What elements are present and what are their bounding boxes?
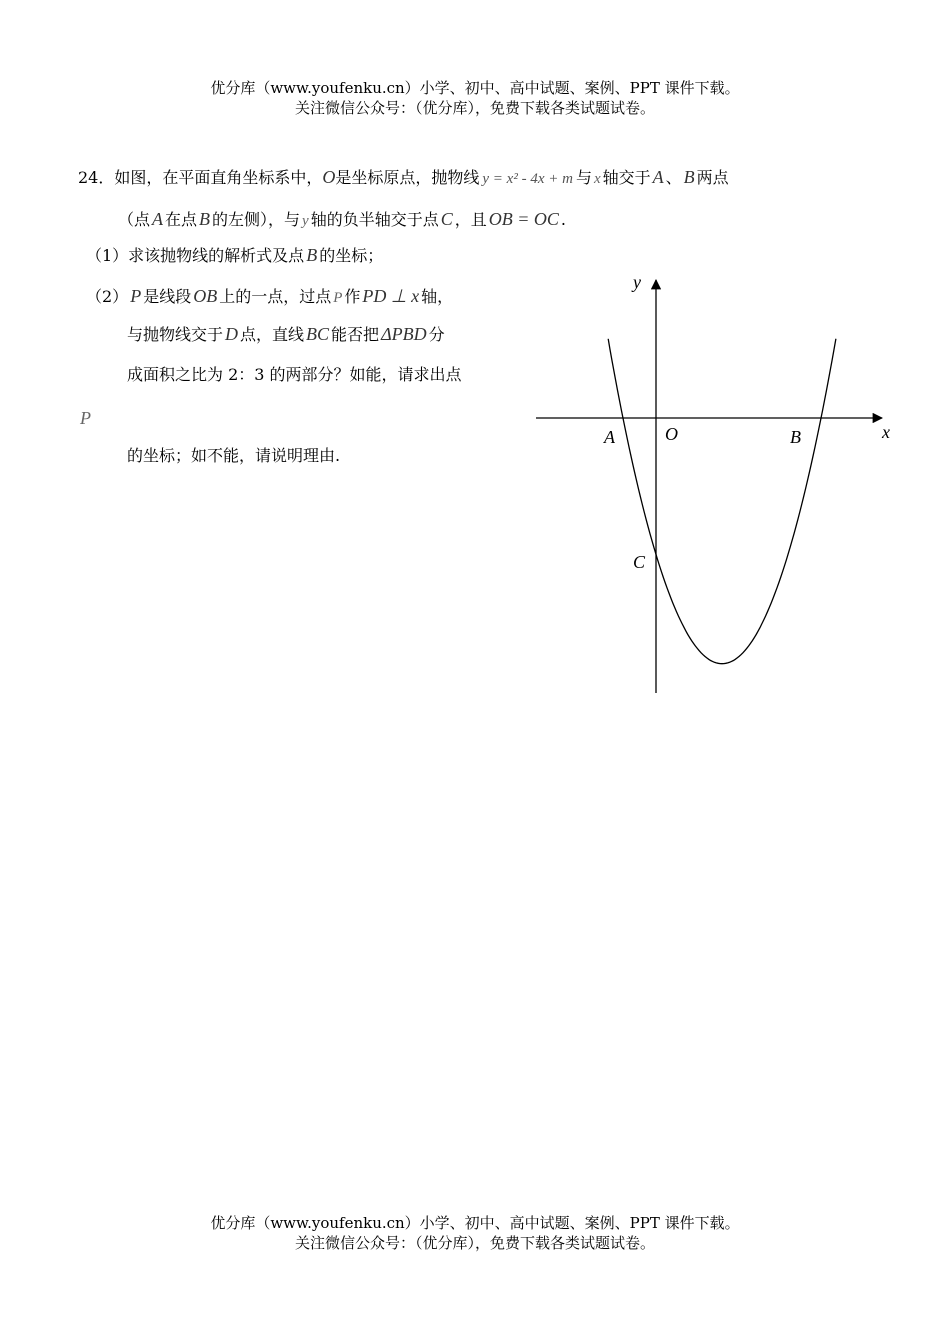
math-D: D <box>225 324 239 344</box>
math-P: P <box>130 286 142 306</box>
text: 轴的负半轴交于点 <box>310 210 439 229</box>
text: （2） <box>86 287 129 306</box>
text: 点，直线 <box>240 325 305 344</box>
text: 分 <box>428 325 445 344</box>
text: （1）求该抛物线的解析式及点 <box>86 246 305 265</box>
text: 是坐标原点，抛物线 <box>335 168 480 187</box>
label-O: O <box>665 424 678 444</box>
text: 的左侧），与 <box>212 210 301 229</box>
equation-OB-OC: OB = OC <box>488 209 559 229</box>
problem-line-1 <box>78 165 729 191</box>
text: 与抛物线交于 <box>127 325 224 344</box>
parabola-equation: y = x² - 4x + m <box>482 171 573 187</box>
label-C: C <box>633 552 646 572</box>
part-2-line-5: 的坐标；如不能，请说明理由. <box>127 446 341 465</box>
text: 是线段 <box>143 287 192 306</box>
header-line-2: 关注微信公众号：（优分库），免费下载各类试题试卷。 <box>294 99 655 117</box>
footer-line-2: 关注微信公众号：（优分库），免费下载各类试题试卷。 <box>294 1234 655 1252</box>
math-x: x <box>593 171 601 187</box>
math-y: y <box>302 213 309 229</box>
math-P: P <box>80 408 91 428</box>
page-footer <box>0 1213 950 1253</box>
text: 能否把 <box>331 325 380 344</box>
text: 作 <box>344 287 361 306</box>
math-OB: OB <box>193 286 218 306</box>
math-triangle-PBD: ΔPBD <box>381 324 427 344</box>
math-C: C <box>440 209 453 229</box>
text: ，且 <box>454 210 487 229</box>
page-header <box>0 78 950 118</box>
math-O: O <box>322 167 336 187</box>
part-1 <box>86 243 383 268</box>
text: 、 <box>665 168 682 187</box>
math-P: P <box>333 290 343 306</box>
text: 与 <box>575 168 592 187</box>
math-A: A <box>652 167 664 187</box>
parabola-curve <box>608 339 836 664</box>
math-B: B <box>683 167 695 187</box>
text: 上的一点，过点 <box>219 287 332 306</box>
header-line-1: 优分库（www.youfenku.cn）小学、初中、高中试题、案例、PPT 课件下载。 <box>210 79 740 97</box>
text: 24．如图，在平面直角坐标系中， <box>78 168 323 187</box>
math-PD-perp-x: PD ⊥ x <box>362 286 420 306</box>
footer-line-1: 优分库（www.youfenku.cn）小学、初中、高中试题、案例、PPT 课件下载。 <box>210 1214 740 1232</box>
label-y: y <box>633 272 641 292</box>
text: . <box>560 210 567 229</box>
math-B: B <box>306 245 318 265</box>
part-2-line-3: 成面积之比为 2：3 的两部分？如能，请求出点 <box>127 365 462 384</box>
label-x: x <box>882 422 890 442</box>
text: 的坐标； <box>319 246 384 265</box>
part-2-line-1 <box>86 284 453 310</box>
label-B: B <box>790 427 801 447</box>
figure-svg <box>530 268 900 698</box>
text: 轴， <box>421 287 454 306</box>
text: 轴交于 <box>602 168 651 187</box>
label-A: A <box>604 427 615 447</box>
math-B: B <box>199 209 211 229</box>
part-2-line-2 <box>127 322 445 347</box>
parabola-figure <box>530 268 900 698</box>
part-2-line-4 <box>80 406 91 431</box>
math-BC: BC <box>306 324 330 344</box>
problem-line-2 <box>118 207 566 233</box>
math-A: A <box>152 209 164 229</box>
text: 两点 <box>696 168 729 187</box>
text: 在点 <box>165 210 198 229</box>
text: （点 <box>118 210 151 229</box>
